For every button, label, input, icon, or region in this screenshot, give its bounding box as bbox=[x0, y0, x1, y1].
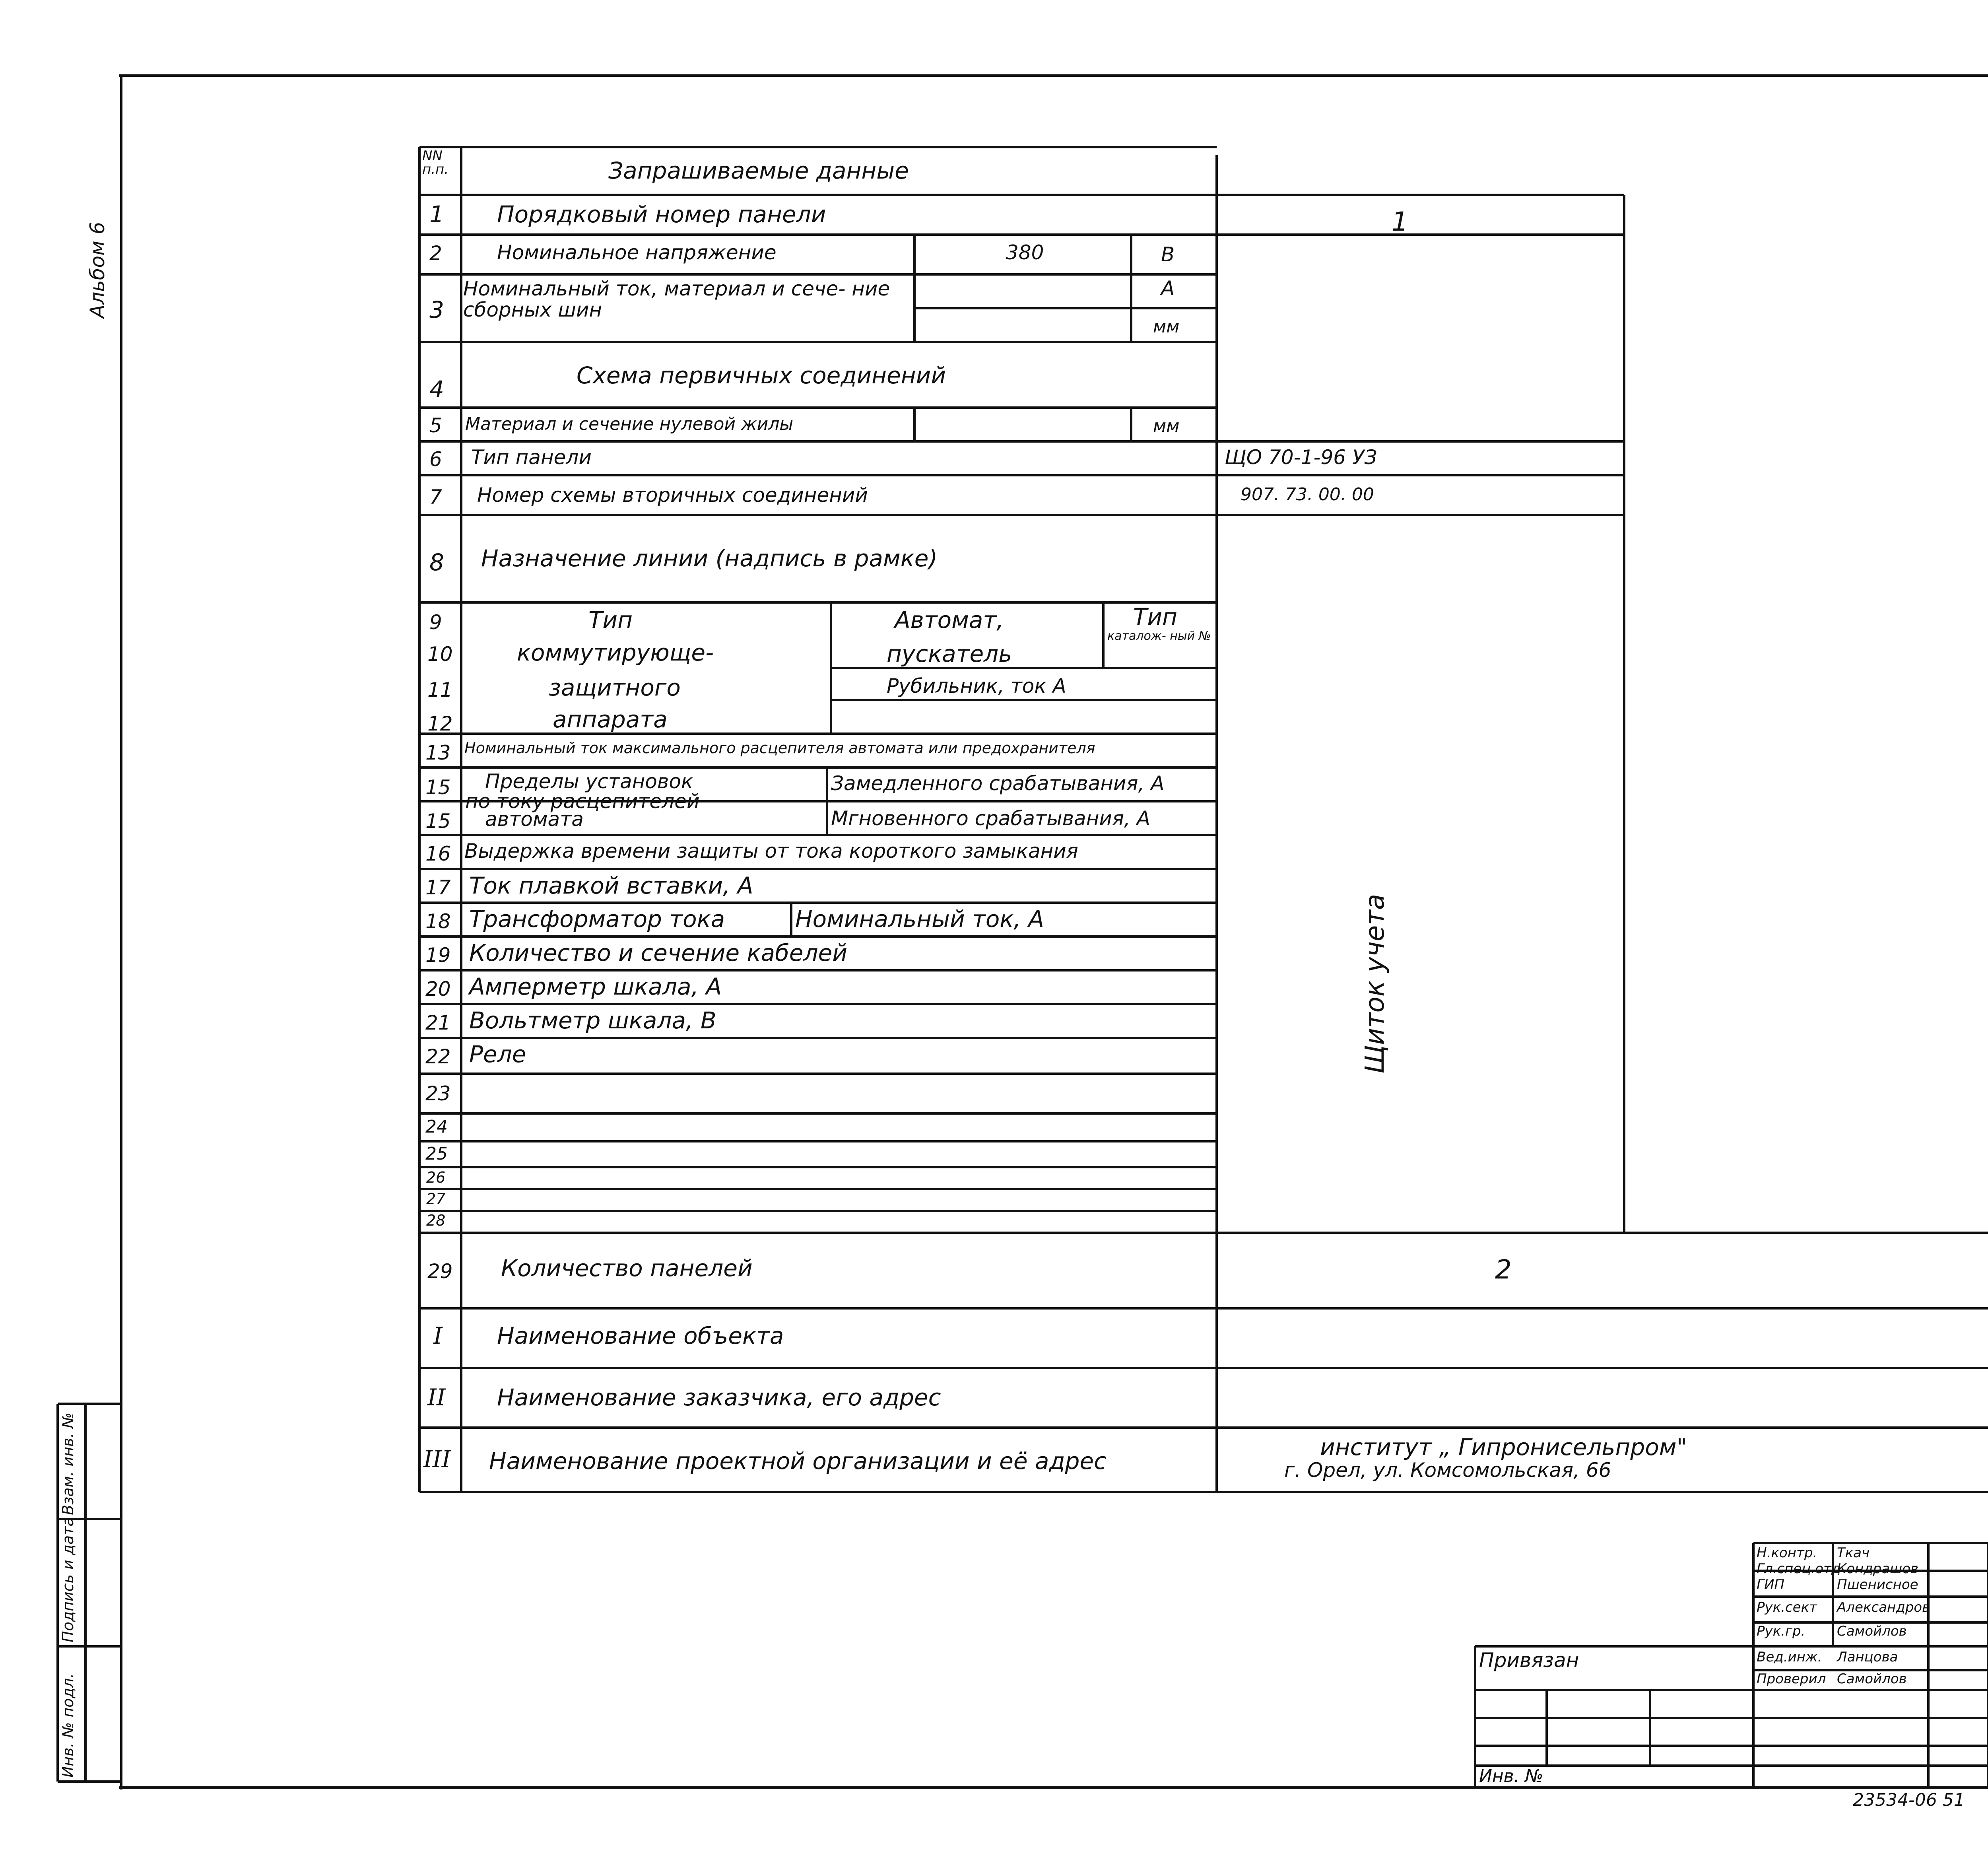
row-num: 10 bbox=[427, 643, 453, 666]
stamp-role: Вед.инж. bbox=[1757, 1649, 1822, 1665]
row-num: II bbox=[427, 1384, 446, 1411]
panel-number: 1 bbox=[1392, 206, 1408, 237]
strip-inv-podl: Инв. № подл. bbox=[59, 1673, 77, 1778]
org-name: институт „ Гипронисельпром" bbox=[1320, 1434, 1687, 1461]
row-num: 18 bbox=[425, 910, 451, 933]
panel-scheme: 907. 73. 00. 00 bbox=[1241, 484, 1374, 505]
stamp-name: Пшенисное bbox=[1837, 1577, 1918, 1593]
row-label: Схема первичных соединений bbox=[577, 362, 946, 389]
row-num: 3 bbox=[429, 296, 444, 323]
row-label: Вольтметр шкала, В bbox=[469, 1007, 716, 1034]
apparatus-label: защитного bbox=[549, 674, 681, 701]
row-label: Количество и сечение кабелей bbox=[469, 939, 848, 966]
limits-label: по току расцепителей bbox=[465, 790, 700, 813]
row-label: Реле bbox=[469, 1041, 526, 1068]
zamed-label: Замедленного срабатывания, А bbox=[831, 772, 1165, 795]
limits-label: автомата bbox=[485, 808, 584, 831]
row-unit: мм bbox=[1153, 416, 1180, 436]
row-label: Материал и сечение нулевой жилы bbox=[465, 414, 794, 434]
row-num: 15 bbox=[425, 776, 451, 799]
row-num: 17 bbox=[425, 876, 451, 899]
row-num: 13 bbox=[425, 741, 451, 764]
row-label: Количество панелей bbox=[501, 1255, 753, 1282]
row-label: Тип панели bbox=[471, 446, 592, 469]
stamp-role: Проверил bbox=[1757, 1671, 1826, 1687]
row-label: Наименование проектной организации и её адрес bbox=[489, 1447, 1107, 1475]
row-num: 24 bbox=[425, 1117, 448, 1137]
apparatus-label: Тип bbox=[588, 606, 633, 633]
row-num: 28 bbox=[426, 1212, 446, 1229]
mgnov-label: Мгновенного срабатывания, А bbox=[831, 807, 1150, 830]
limits-label: Пределы установок bbox=[485, 770, 693, 793]
row-label: Ток плавкой вставки, А bbox=[469, 872, 753, 899]
stamp-name: Александров bbox=[1837, 1599, 1930, 1615]
tip-label: Тип bbox=[1133, 603, 1178, 630]
row-num: 12 bbox=[427, 712, 453, 735]
row-num: 23 bbox=[425, 1082, 451, 1105]
row-label: Назначение линии (надпись в рамке) bbox=[481, 545, 938, 572]
strip-vzam: Взам. инв. № bbox=[59, 1412, 77, 1515]
inv-label: Инв. № bbox=[1479, 1766, 1543, 1786]
header-no: NN п.п. bbox=[422, 148, 449, 177]
apparatus-label: аппарата bbox=[553, 706, 668, 733]
panel-vertical-label: Щиток учета bbox=[1359, 894, 1390, 1074]
stamp-role: Рук.гр. bbox=[1757, 1623, 1806, 1639]
stamp-role: Гл.спец.отд bbox=[1757, 1561, 1841, 1577]
header-title: Запрашиваемые данные bbox=[608, 157, 909, 184]
stamp-name: Самойлов bbox=[1837, 1623, 1907, 1639]
row-label: Номинальный ток максимального расцепителя автомата или предохранителя bbox=[464, 739, 1095, 757]
apparatus-label: коммутирующе- bbox=[517, 639, 714, 666]
row-label: Выдержка времени защиты от тока короткого замыкания bbox=[464, 839, 1078, 863]
privyazan-label: Привязан bbox=[1479, 1649, 1579, 1672]
row-label: Порядковый номер панели bbox=[497, 201, 826, 228]
row-num: I bbox=[433, 1322, 443, 1349]
stamp-name: Ткач bbox=[1837, 1545, 1870, 1561]
row-num: 4 bbox=[429, 376, 444, 403]
katalog-label: каталож- ный № bbox=[1107, 629, 1211, 643]
row-value: 2 bbox=[1495, 1254, 1512, 1285]
row-num: 25 bbox=[425, 1144, 448, 1164]
album-label: Альбом 6 bbox=[86, 221, 109, 318]
row-label: Номинальный ток, материал и сече- ние сборных шин bbox=[463, 277, 890, 321]
row-unit: В bbox=[1161, 243, 1175, 266]
stamp-name: Кондрашов bbox=[1837, 1561, 1919, 1577]
panel-type: ЩО 70-1-96 УЗ bbox=[1225, 446, 1377, 469]
row-label: Наименование заказчика, его адрес bbox=[497, 1384, 941, 1411]
row-unit: А bbox=[1161, 277, 1175, 300]
row-num: 11 bbox=[427, 678, 453, 701]
stamp-role: ГИП bbox=[1757, 1577, 1784, 1593]
stamp-role: Рук.сект bbox=[1757, 1599, 1817, 1615]
pusk-label: пускатель bbox=[887, 640, 1012, 667]
row-num: 21 bbox=[425, 1011, 451, 1034]
row-label: Номинальное напряжение bbox=[497, 241, 777, 264]
automat-label: Автомат, bbox=[895, 606, 1004, 633]
row-num: 1 bbox=[429, 201, 444, 228]
row-num: 16 bbox=[425, 842, 451, 865]
row-label: Наименование объекта bbox=[497, 1322, 784, 1349]
row-num: 27 bbox=[426, 1190, 446, 1208]
row-value: 380 bbox=[1006, 241, 1044, 264]
row-num: 20 bbox=[425, 977, 451, 1001]
stamp-role: Н.контр. bbox=[1757, 1545, 1817, 1561]
row-num: 9 bbox=[429, 611, 442, 634]
stamp-name: Самойлов bbox=[1837, 1671, 1907, 1687]
rubil-label: Рубильник, ток А bbox=[887, 674, 1066, 698]
footer-number: 23534-06 51 bbox=[1853, 1790, 1965, 1810]
row-num: 19 bbox=[425, 944, 451, 967]
row-num: 22 bbox=[425, 1045, 451, 1068]
stamp-name: Ланцова bbox=[1837, 1649, 1898, 1665]
row-label: Номер схемы вторичных соединений bbox=[477, 484, 868, 507]
row-num: 5 bbox=[429, 414, 442, 437]
row-num: 15 bbox=[425, 810, 451, 833]
row-sub: Номинальный ток, А bbox=[795, 905, 1044, 933]
row-num: 2 bbox=[429, 242, 442, 265]
row-num: 26 bbox=[426, 1169, 446, 1186]
row-num: 29 bbox=[427, 1260, 453, 1283]
row-unit: мм bbox=[1153, 317, 1180, 337]
row-num: 8 bbox=[429, 549, 444, 576]
row-label: Трансформатор тока bbox=[469, 905, 725, 933]
strip-podpis: Подпись и дата bbox=[59, 1517, 77, 1642]
org-address: г. Орел, ул. Комсомольская, 66 bbox=[1284, 1459, 1611, 1482]
row-num: III bbox=[423, 1446, 451, 1473]
row-num: 7 bbox=[429, 486, 442, 509]
row-label: Амперметр шкала, А bbox=[469, 973, 722, 1000]
row-num: 6 bbox=[429, 448, 442, 471]
